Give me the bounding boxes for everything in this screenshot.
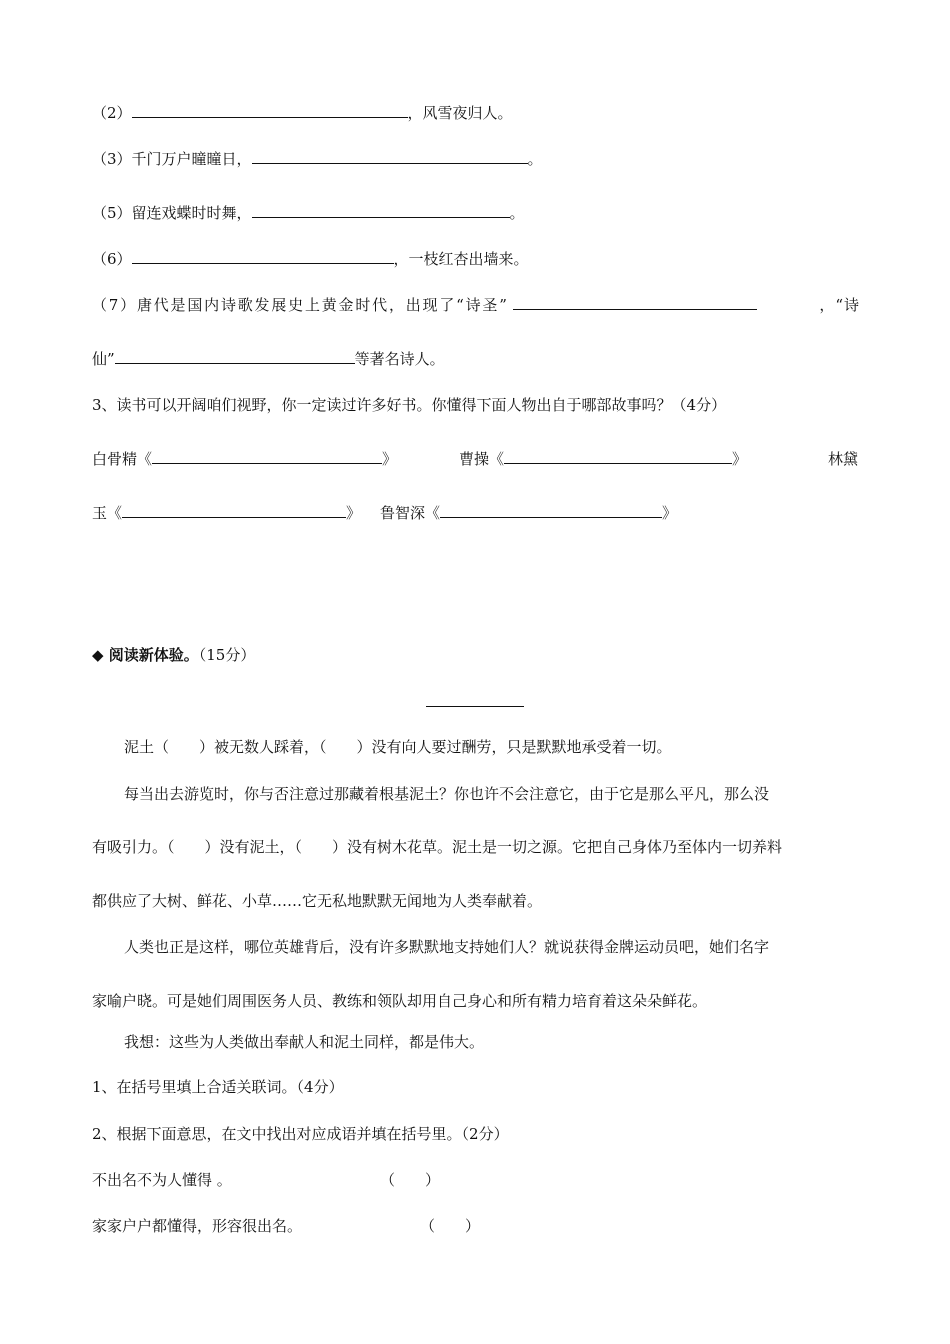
q6-suffix: ，一枝红杏出墙来。 — [393, 250, 529, 268]
fill-line-6 — [92, 249, 529, 269]
book-luzhishen — [380, 503, 677, 523]
label-luzhishen: 鲁智深《 — [380, 504, 441, 522]
answer-blank[interactable] — [132, 249, 394, 264]
q6-label: （6） — [92, 250, 132, 268]
label-lindai-part1: 林黛 — [828, 450, 859, 468]
para-1: 泥土（ ）被无数人踩着，（ ）没有向人要过酬劳，只是默默地承受着一切。 — [124, 738, 672, 756]
answer-blank[interactable] — [132, 103, 408, 118]
q7-line2-prefix: 仙” — [92, 350, 115, 368]
definition-2-answer[interactable]: （ ） — [420, 1217, 481, 1235]
reading-heading — [92, 645, 255, 665]
answer-blank[interactable] — [252, 203, 510, 218]
close-bracket: 》 — [382, 450, 398, 468]
answer-blank[interactable] — [122, 503, 346, 518]
q5-suffix: 。 — [509, 204, 525, 222]
definition-2: 家家户户都懂得，形容很出名。 — [92, 1217, 303, 1235]
fill-line-3 — [92, 149, 543, 169]
answer-blank[interactable] — [152, 449, 382, 464]
para-3-line-2: 家喻户晓。可是她们周围医务人员、教练和领队却用自己身心和所有精力培育着这朵朵鲜花。 — [92, 992, 708, 1010]
q3-prefix: （3）千门万户曈曈日， — [92, 150, 252, 168]
q7-line2-suffix: 等著名诗人。 — [354, 350, 445, 368]
reading-q2: 2、根据下面意思，在文中找出对应成语并填在括号里。（2分） — [92, 1125, 509, 1143]
answer-blank[interactable] — [115, 349, 355, 364]
close-bracket: 》 — [346, 504, 362, 522]
label-baigujing: 白骨精《 — [92, 450, 153, 468]
para-3-line-1: 人类也正是这样，哪位英雄背后，没有许多默默地支持她们人？就说获得金牌运动员吧，她们名字 — [124, 938, 770, 956]
answer-blank[interactable] — [440, 503, 662, 518]
answer-blank[interactable] — [252, 149, 528, 164]
para-2-line-1: 每当出去游览时，你与否注意过那藏着根基泥土？你也许不会注意它，由于它是那么平凡，那么没 — [124, 785, 770, 803]
fill-line-2 — [92, 103, 513, 123]
definition-1: 不出名不为人懂得 。 — [92, 1171, 232, 1189]
q2-label: （2） — [92, 104, 132, 122]
para-2-line-2: 有吸引力。（ ）没有泥土，（ ）没有树木花草。泥土是一切之源。它把自己身体乃至体内一切养料 — [92, 838, 783, 856]
q7-prefix: （7）唐代是国内诗歌发展史上黄金时代，出现了“诗圣” — [92, 296, 509, 314]
book-baigujing — [92, 449, 397, 469]
q3-title: 3、读书可以开阔咱们视野，你一定读过许多好书。你懂得下面人物出自于哪部故事吗？（4分） — [92, 396, 727, 414]
reading-heading-score: （15分） — [198, 646, 256, 664]
fill-line-5 — [92, 203, 525, 223]
para-2-line-3: 都供应了大树、鲜花、小草……它无私地默默无闻地为人类奉献着。 — [92, 892, 543, 910]
fill-line-7 — [92, 295, 860, 315]
q3-suffix: 。 — [527, 150, 543, 168]
fill-line-7-cont — [92, 349, 445, 369]
reading-q1: 1、在括号里填上合适关联词。（4分） — [92, 1078, 344, 1096]
close-bracket: 》 — [732, 450, 748, 468]
answer-blank[interactable] — [504, 449, 732, 464]
answer-blank[interactable] — [513, 295, 757, 310]
book-caocao — [459, 449, 747, 469]
book-lindaiyu — [92, 503, 361, 523]
q5-prefix: （5）留连戏蝶时时舞， — [92, 204, 252, 222]
label-lindai-part2: 玉《 — [92, 504, 123, 522]
q2-suffix: ，风雪夜归人。 — [407, 104, 513, 122]
reading-heading-title: ◆ 阅读新体验。 — [92, 646, 199, 664]
q7-suffix: ，“诗 — [819, 296, 860, 314]
para-4: 我想：这些为人类做出奉献人和泥土同样，都是伟大。 — [124, 1033, 485, 1051]
label-caocao: 曹操《 — [459, 450, 505, 468]
definition-1-answer[interactable]: （ ） — [380, 1171, 441, 1189]
title-blank[interactable] — [426, 706, 524, 707]
close-bracket: 》 — [662, 504, 678, 522]
